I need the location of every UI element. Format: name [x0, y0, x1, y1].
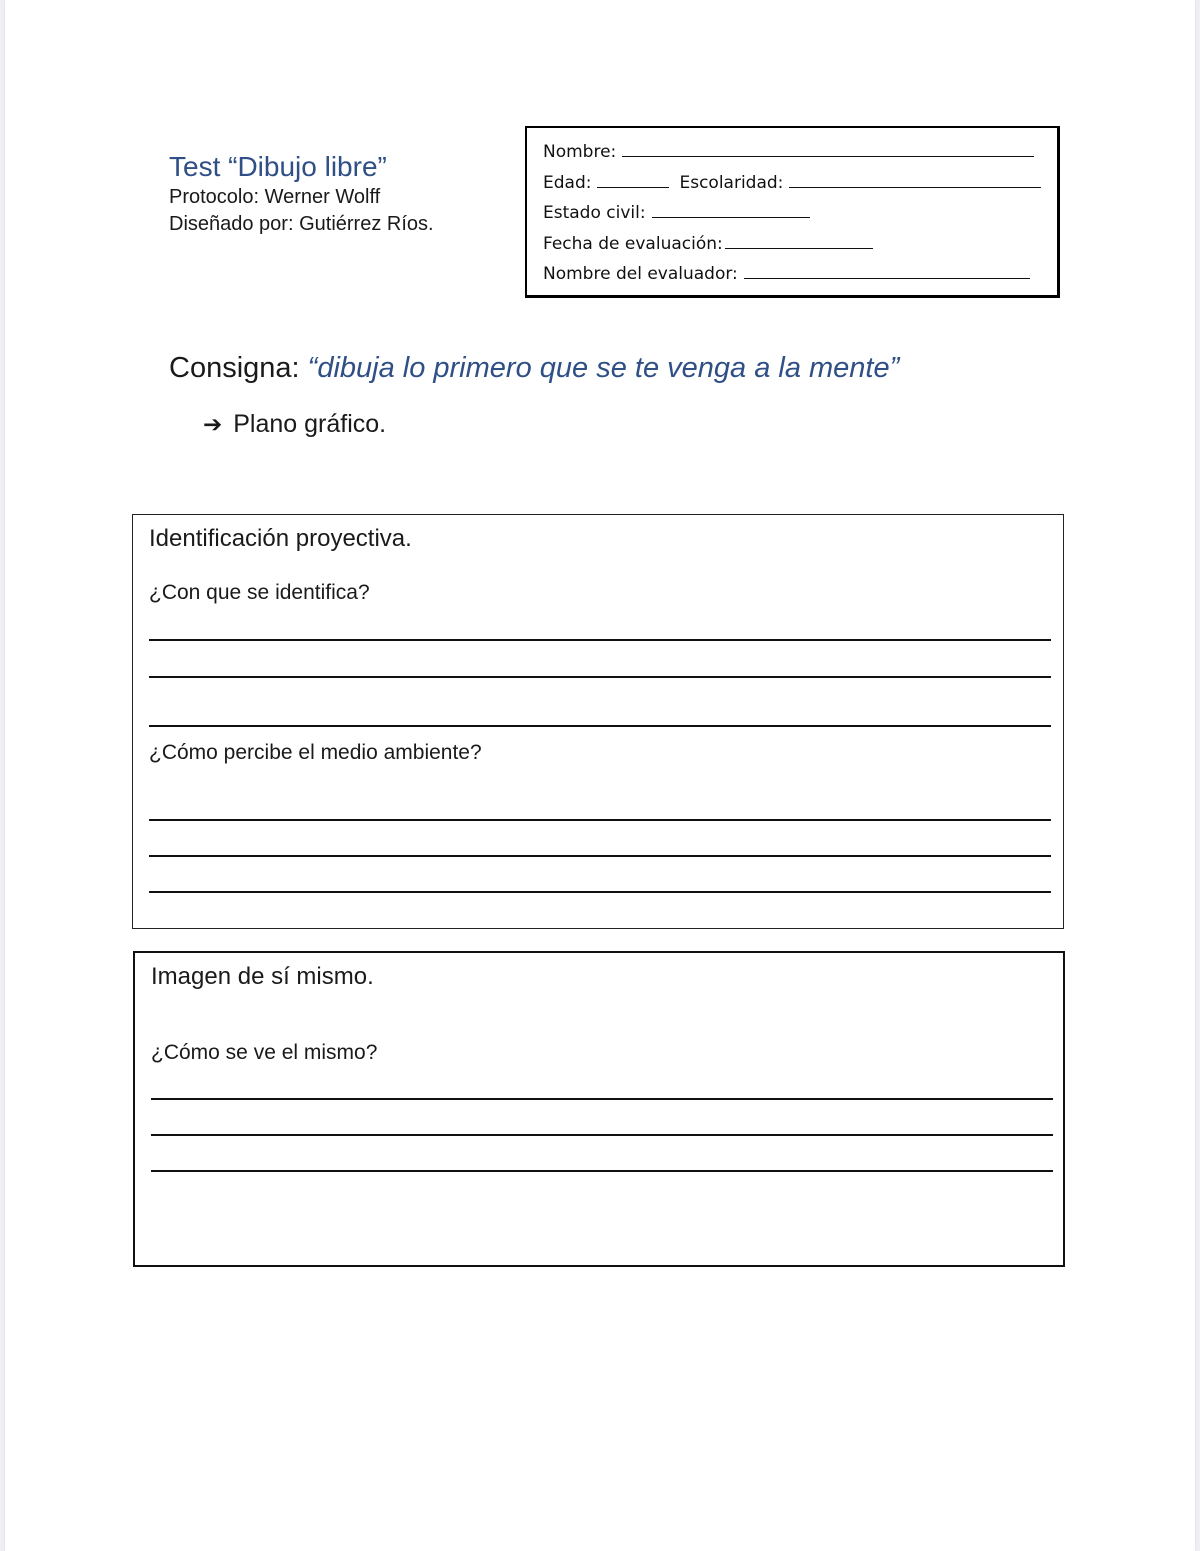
- answer-line[interactable]: [151, 1098, 1053, 1100]
- self-image-title: Imagen de sí mismo.: [151, 963, 374, 990]
- document-page: [5, 0, 1195, 1551]
- arrow-right-icon: ➔: [203, 411, 223, 437]
- schooling-label: Escolaridad:: [679, 172, 784, 193]
- designer-text: Diseñado por: Gutiérrez Ríos.: [169, 213, 434, 235]
- name-field[interactable]: [622, 138, 1034, 157]
- bullet-text: Plano gráfico.: [233, 410, 387, 438]
- identification-question-2: ¿Cómo percibe el medio ambiente?: [149, 741, 482, 764]
- age-label: Edad:: [543, 172, 592, 193]
- self-image-question-1: ¿Cómo se ve el mismo?: [151, 1041, 378, 1064]
- age-schooling-row: [543, 169, 1057, 200]
- document-title: Test “Dibujo libre”: [169, 151, 387, 182]
- evaluator-label: Nombre del evaluador:: [543, 264, 738, 284]
- self-image-section: [133, 951, 1065, 1267]
- identification-title: Identificación proyectiva.: [149, 525, 412, 552]
- evaluator-field[interactable]: [744, 260, 1030, 279]
- answer-line[interactable]: [149, 891, 1051, 893]
- title-block: [169, 150, 434, 238]
- patient-info-box: [525, 126, 1060, 298]
- answer-line[interactable]: [149, 819, 1051, 821]
- eval-date-field[interactable]: [725, 230, 873, 249]
- civil-status-row: [543, 199, 1057, 230]
- answer-line[interactable]: [151, 1134, 1053, 1136]
- identification-section: [132, 514, 1064, 929]
- civil-status-field[interactable]: [652, 199, 810, 218]
- eval-date-label: Fecha de evaluación:: [543, 233, 723, 254]
- answer-line[interactable]: [151, 1170, 1053, 1172]
- answer-line[interactable]: [149, 855, 1051, 857]
- answer-line[interactable]: [149, 639, 1051, 641]
- name-row: [543, 138, 1057, 169]
- name-label: Nombre:: [543, 142, 617, 162]
- instruction-label: Consigna:: [169, 352, 300, 384]
- answer-line[interactable]: [149, 676, 1051, 678]
- evaluator-row: [543, 260, 1057, 291]
- age-field[interactable]: [597, 169, 669, 188]
- instruction-line: [169, 352, 899, 385]
- answer-line[interactable]: [149, 725, 1051, 727]
- bullet-item: [203, 410, 386, 439]
- protocol-text: Protocolo: Werner Wolff: [169, 186, 381, 208]
- eval-date-row: [543, 230, 1057, 261]
- civil-status-label: Estado civil:: [543, 203, 646, 223]
- instruction-quote: “dibuja lo primero que se te venga a la mente”: [307, 352, 900, 384]
- identification-question-1: ¿Con que se identifica?: [149, 581, 370, 604]
- schooling-field[interactable]: [789, 169, 1041, 188]
